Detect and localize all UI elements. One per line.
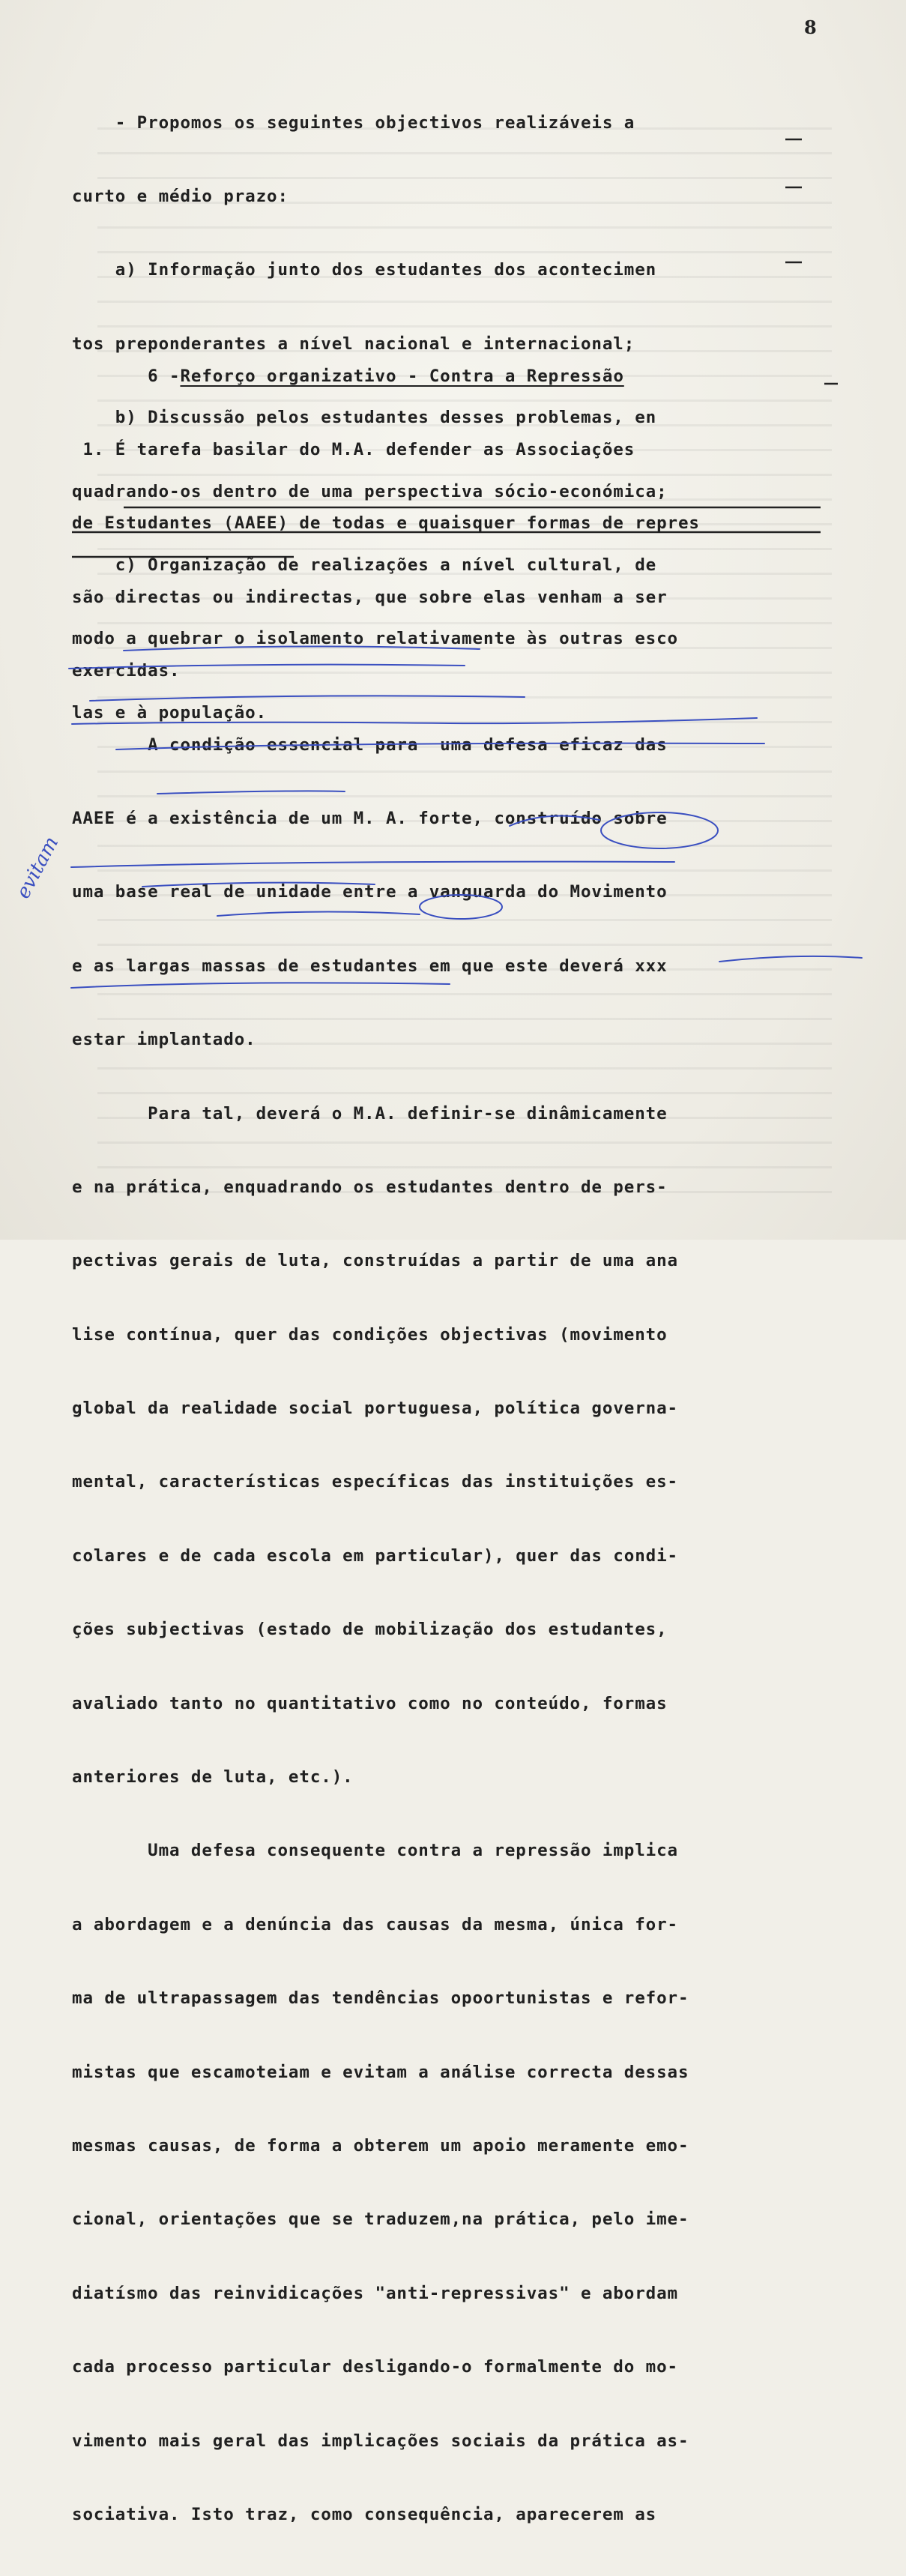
text-line: de Estudantes (AAEE) de todas e quaisquer formas de repres [72, 513, 700, 534]
text-line: ções subjectivas (estado de mobilização dos estudantes, [72, 1620, 668, 1640]
text-line: lise contínua, quer das condições objectivas (movimento [72, 1324, 668, 1345]
text-line: tos preponderantes a nível nacional e internacional; [72, 334, 635, 354]
text-line: ma de ultrapassagem das tendências opoortunistas e refor- [72, 1988, 689, 2009]
pen-circle [420, 895, 502, 919]
pen-underline [510, 816, 600, 826]
text-line: - Propomos os seguintes objectivos realizáveis a [72, 112, 635, 133]
text-line: mesmas causas, de forma a obterem um apoio meramente emo- [72, 2135, 689, 2156]
pen-underline [90, 696, 525, 701]
pen-circle [601, 812, 718, 848]
text-line: las e à população. [72, 702, 268, 723]
text-line: AAEE é a existência de um M. A. forte, construído sobre [72, 808, 668, 828]
text-line: curto e médio prazo: [72, 186, 289, 206]
text-line: global da realidade social portuguesa, política governa- [72, 1399, 678, 1419]
annotation-layer [0, 0, 906, 1240]
section-title: Reforço organizativo - Contra a Repressão [180, 366, 624, 386]
text-line: vimento mais geral das implicações sociais da prática as- [72, 2431, 689, 2451]
text-line: uma base real de unidade entre a vanguarda do Movimento [72, 882, 668, 902]
text-line: mental, características específicas das instituições es- [72, 1472, 678, 1492]
text-line: avaliado tanto no quantitativo como no conteúdo, formas [72, 1693, 668, 1713]
text-line: c) Organização de realizações a nível cultural, de [72, 555, 657, 575]
text-line: a) Informação junto dos estudantes dos acontecimen [72, 260, 657, 280]
text-line: cional, orientações que se traduzem,na prática, pelo ime- [72, 2209, 689, 2230]
text-line: são directas ou indirectas, que sobre elas venham a ser [72, 587, 668, 607]
text-line: estar implantado. [72, 1030, 256, 1050]
page-number: 8 [804, 16, 817, 38]
pen-underline [71, 983, 450, 988]
pen-strike [142, 883, 375, 887]
text-line: b) Discussão pelos estudantes desses problemas, en [72, 408, 657, 428]
text-line: e as largas massas de estudantes em que este deverá xxx [72, 956, 668, 976]
text-line: cada processo particular desligando-o formalmente do mo- [72, 2357, 678, 2377]
text-line: anteriores de luta, etc.). [72, 1767, 354, 1788]
text-line: A condição essencial para uma defesa eficaz das [72, 735, 668, 755]
text-line: 1. É tarefa basilar do M.A. defender as Associações [72, 439, 635, 459]
pen-underline [157, 791, 345, 794]
text-line: Uma defesa consequente contra a repressão implica [72, 1841, 678, 1861]
pen-underline [124, 646, 480, 651]
pen-underline [72, 718, 757, 724]
pen-underline [116, 743, 764, 749]
section-number: 6 - [148, 366, 181, 386]
text-line: quadrando-os dentro de uma perspectiva sócio-económica; [72, 481, 668, 501]
text-line: diatísmo das reinvidicações "anti-repressivas" e abordam [72, 2283, 678, 2303]
text-line: a abordagem e a denúncia das causas da mesma, única for- [72, 1914, 678, 1934]
text-line: Para tal, deverá o M.A. definir-se dinâmicamente [72, 1103, 668, 1123]
pen-underline [217, 911, 420, 916]
handwritten-margin-note: evitam [12, 833, 64, 903]
text-line: exercidas. [72, 661, 181, 681]
text-line: mistas que escamoteiam e evitam a análise correcta dessas [72, 2062, 689, 2082]
pen-underline [719, 956, 862, 962]
text-line: pectivas gerais de luta, construídas a partir de uma ana [72, 1251, 678, 1271]
text-line: modo a quebrar o isolamento relativamente às outras esco [72, 629, 678, 649]
text-line: colares e de cada escola em particular), quer das condi- [72, 1545, 678, 1566]
text-line: sociativa. Isto traz, como consequência, aparecerem as [72, 2504, 657, 2524]
pen-underline [71, 862, 674, 867]
text-line: e na prática, enquadrando os estudantes dentro de pers- [72, 1177, 668, 1197]
pen-underline [69, 665, 465, 669]
